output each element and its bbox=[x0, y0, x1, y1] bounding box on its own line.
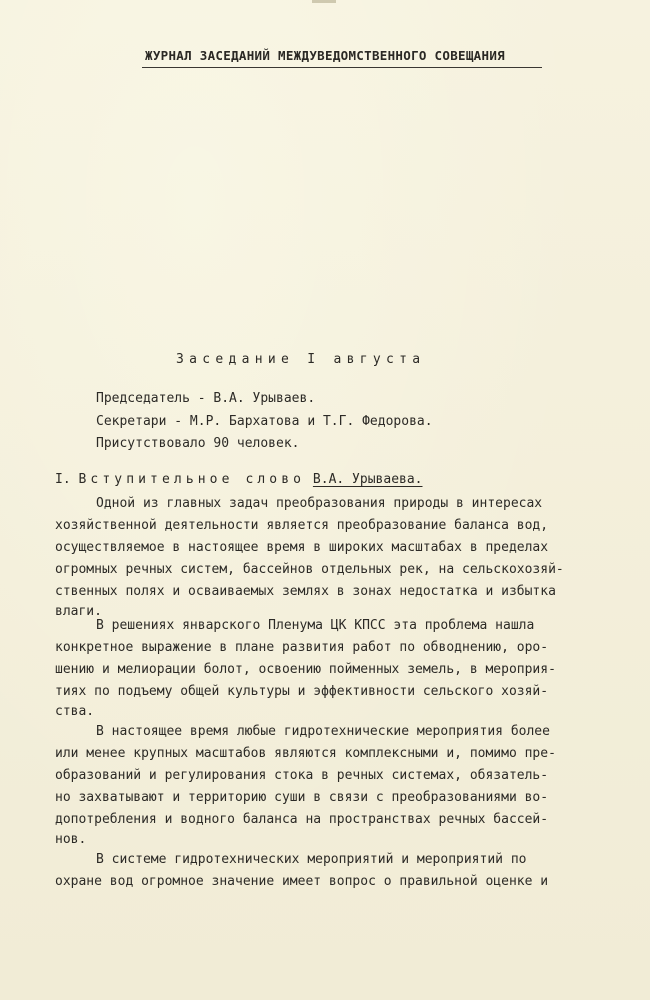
title-underline bbox=[142, 67, 542, 68]
secretaries-line: Секретари - М.Р. Бархатова и Т.Г. Федорова. bbox=[96, 414, 433, 429]
text-line: конкретное выражение в плане развития работ по обводнению, оро- bbox=[55, 640, 549, 655]
text-line: огромных речных систем, бассейнов отдельных рек, на сельскохозяй- bbox=[55, 562, 564, 577]
text-line: охране вод огромное значение имеет вопрос о правильной оценке и bbox=[55, 874, 549, 889]
section-label: Вступительное слово bbox=[78, 472, 306, 487]
text-line: тиях по подъему общей культуры и эффективности сельского хозяй- bbox=[55, 684, 549, 699]
text-line: ства. bbox=[55, 704, 95, 719]
attendance-line: Присутствовало 90 человек. bbox=[96, 436, 300, 451]
chairman-line: Председатель - В.А. Урываев. bbox=[96, 391, 316, 406]
page-number-mark bbox=[312, 0, 336, 3]
text-line: влаги. bbox=[55, 604, 102, 619]
text-line: В решениях январского Пленума ЦК КПСС эта проблема нашла bbox=[96, 618, 535, 633]
text-line: ственных полях и осваиваемых землях в зонах недостатка и избытка bbox=[55, 584, 556, 599]
section-speaker: В.А. Урываева. bbox=[312, 472, 423, 487]
text-line: образований и регулирования стока в речных системах, обязатель- bbox=[55, 768, 549, 783]
text-line: или менее крупных масштабов являются комплексными и, помимо пре- bbox=[55, 746, 556, 761]
session-heading: Заседание I августа bbox=[176, 352, 426, 367]
text-line: допотребления и водного баланса на пространствах речных бассей- bbox=[55, 812, 549, 827]
text-line: Одной из главных задач преобразования природы в интересах bbox=[96, 496, 543, 511]
text-line: хозяйственной деятельности является преобразование баланса вод, bbox=[55, 518, 549, 533]
journal-title: ЖУРНАЛ ЗАСЕДАНИЙ МЕЖДУВЕДОМСТВЕННОГО СОВЕЩАНИЯ bbox=[145, 48, 505, 63]
section-number: I. bbox=[55, 472, 71, 487]
text-line: шению и мелиорации болот, освоению пойменных земель, в мероприя- bbox=[55, 662, 556, 677]
section-heading bbox=[55, 472, 423, 487]
text-line: В системе гидротехнических мероприятий и мероприятий по bbox=[96, 852, 527, 867]
text-line: осуществляемое в настоящее время в широких масштабах в пределах bbox=[55, 540, 549, 555]
text-line: но захватывают и территорию суши в связи с преобразованиями во- bbox=[55, 790, 549, 805]
text-line: нов. bbox=[55, 832, 87, 847]
text-line: В настоящее время любые гидротехнические мероприятия более bbox=[96, 724, 550, 739]
